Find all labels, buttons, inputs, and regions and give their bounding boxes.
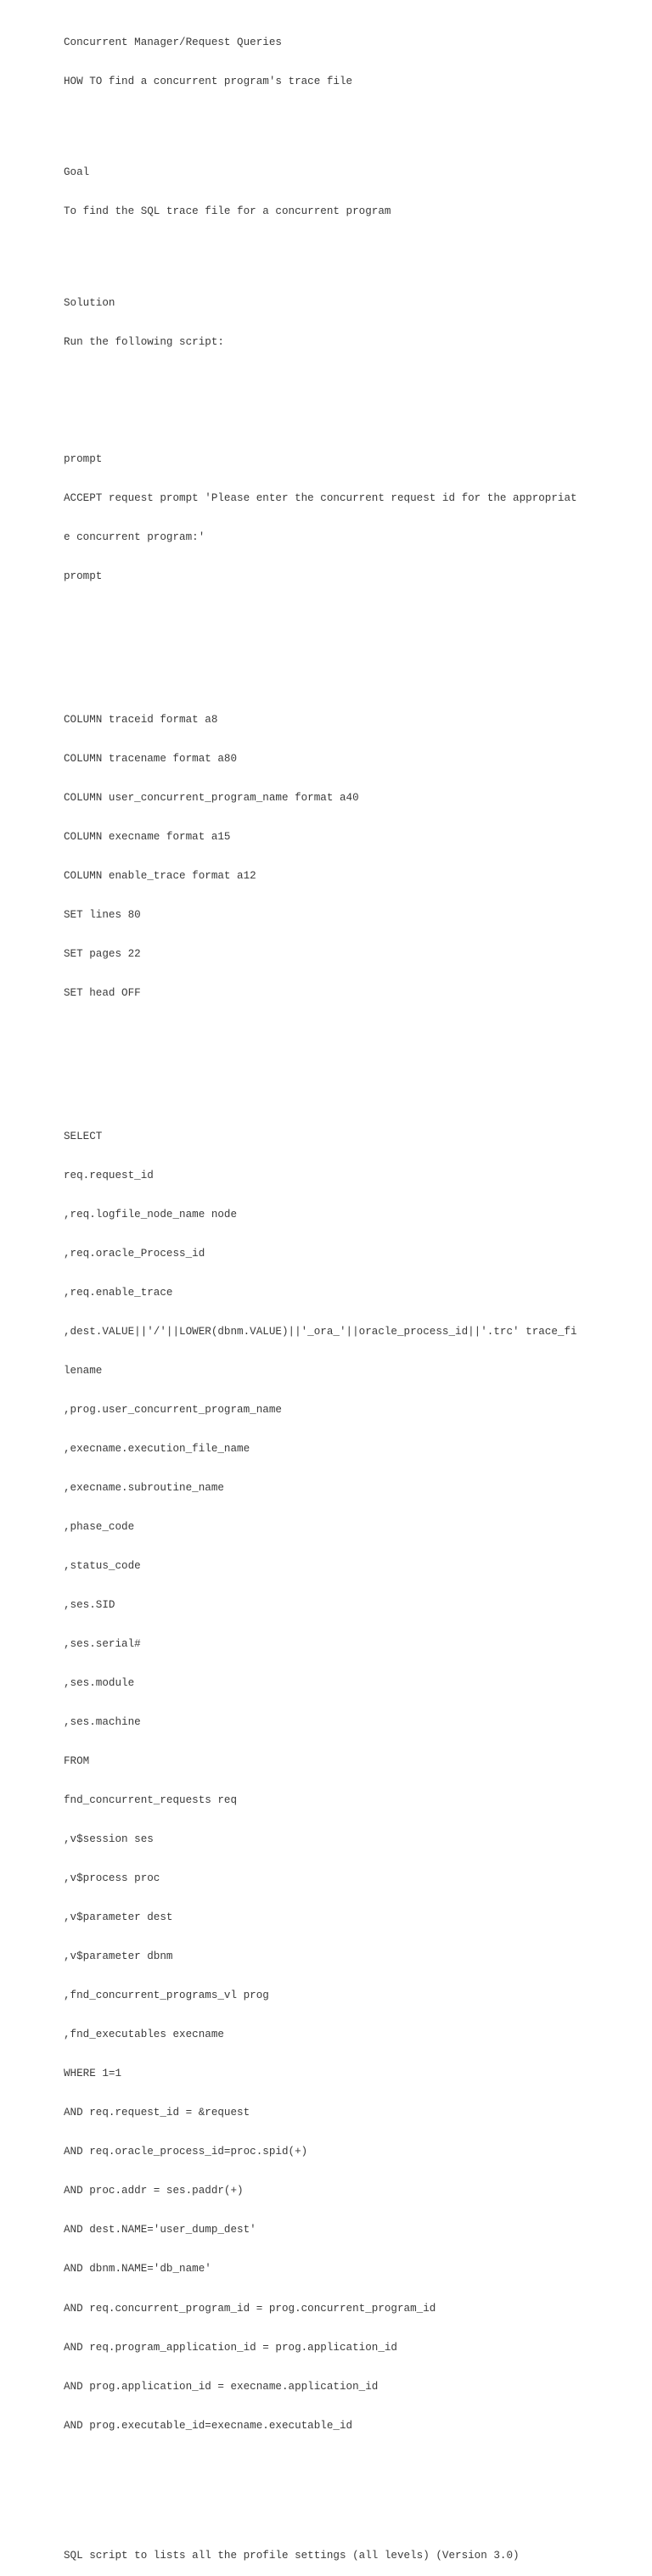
code-line: ,v$parameter dbnm bbox=[64, 1950, 173, 1963]
code-line: AND req.program_application_id = prog.application_id bbox=[64, 2341, 397, 2354]
code-line: fnd_concurrent_requests req bbox=[64, 1794, 238, 1807]
spacer bbox=[64, 2498, 641, 2524]
code-line: ,fnd_concurrent_programs_vl prog bbox=[64, 1990, 269, 2002]
code-line: SET pages 22 bbox=[64, 947, 141, 960]
code-line: ,status_code bbox=[64, 1559, 141, 1572]
code-line: ,ses.module bbox=[64, 1677, 135, 1689]
code-line: AND dbnm.NAME='db_name' bbox=[64, 2263, 211, 2276]
code-line: ,req.enable_trace bbox=[64, 1286, 173, 1299]
spacer bbox=[64, 375, 641, 388]
prompt-block bbox=[64, 427, 641, 609]
document-category: Concurrent Manager/Request Queries bbox=[64, 36, 282, 48]
code-line: COLUMN user_concurrent_program_name format a40 bbox=[64, 791, 359, 804]
code-line: AND req.oracle_process_id=proc.spid(+) bbox=[64, 2146, 308, 2158]
code-line: AND prog.executable_id=execname.executable_id bbox=[64, 2419, 353, 2432]
code-line: ,ses.SID bbox=[64, 1598, 115, 1611]
code-line: ,execname.subroutine_name bbox=[64, 1481, 224, 1494]
code-line: AND req.concurrent_program_id = prog.concurrent_program_id bbox=[64, 2302, 436, 2315]
code-line: FROM bbox=[64, 1755, 90, 1768]
code-line: prompt bbox=[64, 570, 103, 582]
code-line: ,req.oracle_Process_id bbox=[64, 1247, 205, 1260]
code-line: AND proc.addr = ses.paddr(+) bbox=[64, 2185, 244, 2197]
code-line: COLUMN enable_trace format a12 bbox=[64, 869, 256, 882]
code-line: COLUMN execname format a15 bbox=[64, 830, 231, 843]
code-line: ,phase_code bbox=[64, 1520, 135, 1533]
goal-heading: Goal bbox=[64, 166, 90, 179]
code-line: ,execname.execution_file_name bbox=[64, 1442, 250, 1455]
query-block bbox=[64, 1104, 641, 2459]
code-line: AND req.request_id = &request bbox=[64, 2107, 250, 2119]
spacer bbox=[64, 636, 641, 648]
code-line: WHERE 1=1 bbox=[64, 2068, 122, 2080]
solution-text: Run the following script: bbox=[64, 335, 224, 348]
code-line: ACCEPT request prompt 'Please enter the concurrent request id for the appropriat bbox=[64, 491, 577, 504]
document-title: HOW TO find a concurrent program's trace file bbox=[64, 75, 353, 87]
code-line: ,fnd_executables execname bbox=[64, 2029, 224, 2041]
code-line: ,req.logfile_node_name node bbox=[64, 1208, 238, 1221]
code-line: AND prog.application_id = execname.application_id bbox=[64, 2380, 379, 2393]
document-page bbox=[64, 10, 641, 2576]
code-line: prompt bbox=[64, 452, 103, 465]
code-line: COLUMN tracename format a80 bbox=[64, 752, 238, 765]
next-section-title: SQL script to lists all the profile settings (all levels) (Version 3.0) bbox=[64, 2550, 520, 2562]
code-line: SELECT bbox=[64, 1130, 103, 1142]
goal-text: To find the SQL trace file for a concurrent program bbox=[64, 205, 391, 218]
code-line: ,prog.user_concurrent_program_name bbox=[64, 1403, 282, 1416]
code-line: ,v$session ses bbox=[64, 1833, 154, 1846]
spacer bbox=[64, 115, 641, 127]
code-line: lename bbox=[64, 1364, 103, 1377]
code-line: ,v$process proc bbox=[64, 1872, 160, 1885]
code-line: COLUMN traceid format a8 bbox=[64, 713, 218, 726]
spacer bbox=[64, 244, 641, 257]
spacer bbox=[64, 1052, 641, 1065]
solution-heading: Solution bbox=[64, 296, 115, 309]
code-line: ,dest.VALUE||'/'||LOWER(dbnm.VALUE)||'_ora_'||oracle_process_id||'.trc' trace_fi bbox=[64, 1325, 577, 1338]
code-line: ,v$parameter dest bbox=[64, 1911, 173, 1924]
settings-block bbox=[64, 687, 641, 1026]
code-line: SET lines 80 bbox=[64, 908, 141, 921]
code-line: AND dest.NAME='user_dump_dest' bbox=[64, 2224, 256, 2236]
code-line: ,ses.machine bbox=[64, 1716, 141, 1729]
code-line: req.request_id bbox=[64, 1169, 154, 1181]
code-line: SET head OFF bbox=[64, 986, 141, 999]
code-line: e concurrent program:' bbox=[64, 530, 205, 543]
code-line: ,ses.serial# bbox=[64, 1637, 141, 1650]
